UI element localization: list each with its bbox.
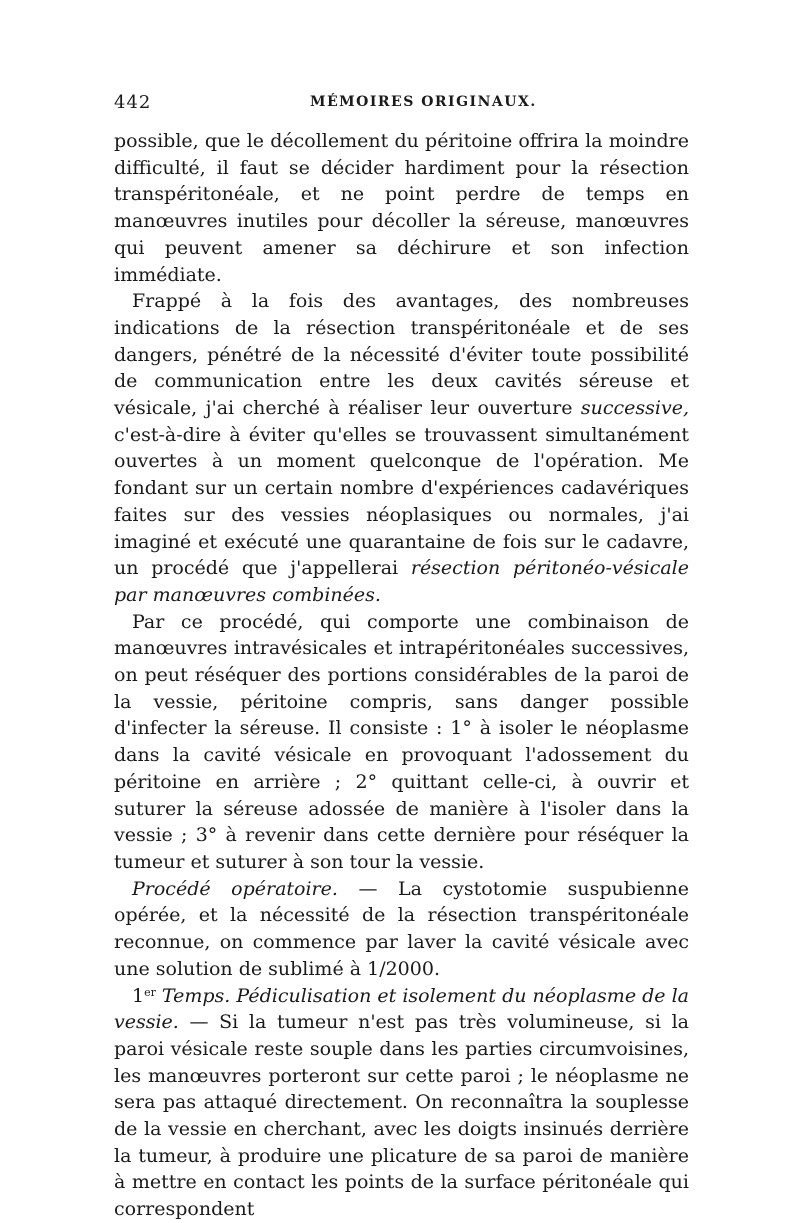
- paragraph-4-italic: Procédé opératoire.: [132, 877, 338, 900]
- paragraph-2-italic-a: successive,: [580, 397, 689, 420]
- paragraph-5-superscript: er: [144, 985, 156, 999]
- paragraph-5: [114, 983, 689, 1223]
- paragraph-4-text: — La cystotomie suspubienne opérée, et la nécessité de la résection transpéritonéale reconnue, on commence par laver la cavité vésicale avec une solution de sublimé à 1/2000.: [114, 877, 689, 980]
- paragraph-5-italic: Temps. Pédiculisation et isolement du néoplasme de la vessie.: [114, 984, 689, 1034]
- paragraph-5-text: — Si la tumeur n'est pas très volumineuse, si la paroi vésicale reste souple dans les parties circumvoisines, les manœuvres porteront sur cette paroi ; le néoplasme ne sera pas attaqué directement. On reconnaîtra la souplesse de la vessie en cherchant, avec les doigts insinués derrière la tumeur, à produire une plicature de sa paroi de manière à mettre en contact les points de la surface péritonéale qui correspondent: [114, 1011, 689, 1221]
- paragraph-1-text: possible, que le décollement du péritoine offrira la moindre difficulté, il faut se décider hardiment pour la résection transpéritonéale, et ne point perdre de temps en manœuvres inutiles pour décoller la séreuse, manœuvres qui peuvent amener sa déchirure et son infection immédiate.: [114, 130, 689, 286]
- paragraph-2-italic-b: résection péritonéo-vésicale par manœuvres combinées.: [114, 557, 689, 606]
- paragraph-1: [114, 128, 689, 288]
- paragraph-2: [114, 288, 689, 608]
- paragraph-3: [114, 609, 689, 876]
- body-text: [114, 128, 689, 1223]
- paragraph-3-text: Par ce procédé, qui comporte une combinaison de manœuvres intravésicales et intrapéritonéales successives, on peut réséquer des portions considérables de la paroi de la vessie, péritoine compris, sans danger possible d'infecter la séreuse. Il consiste : 1° à isoler le néoplasme dans la cavité vésicale en provoquant l'adossement du péritoine en arrière ; 2° quittant celle-ci, à ouvrir et suturer la séreuse adossée de manière à l'isoler dans la vessie ; 3° à revenir dans cette dernière pour réséquer la tumeur et suturer à son tour la vessie.: [114, 610, 689, 873]
- page-number: 442: [114, 92, 152, 113]
- running-title: MÉMOIRES ORIGINAUX.: [310, 94, 537, 110]
- page-header: [114, 92, 689, 122]
- paragraph-2-text-b: c'est-à-dire à éviter qu'elles se trouvassent simultanément ouvertes à un moment quelconque de l'opération. Me fondant sur un certain nombre d'expériences cadavériques faites sur des vessies néoplasiques ou normales, j'ai imaginé et exécuté une quarantaine de fois sur le cadavre, un procédé que j'appellerai: [114, 423, 689, 580]
- paragraph-4: [114, 876, 689, 983]
- paragraph-5-number: 1: [132, 984, 145, 1007]
- paragraph-2-text-a: Frappé à la fois des avantages, des nombreuses indications de la résection transpéritonéale et de ses dangers, pénétré de la nécessité d'éviter toute possibilité de communication entre les deux cavités séreuse et vésicale, j'ai cherché à réaliser leur ouverture: [114, 290, 689, 420]
